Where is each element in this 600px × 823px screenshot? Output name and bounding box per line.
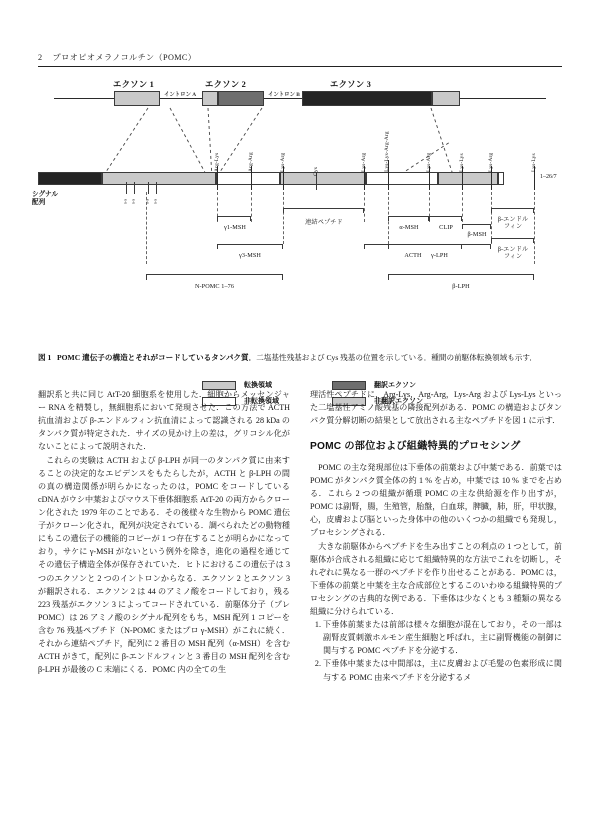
exon-1-box: [114, 91, 160, 106]
acth-segment: [280, 172, 366, 185]
n-pomc-segment: [102, 172, 216, 185]
exon-3-coding-box: [302, 91, 432, 106]
header-rule: [38, 66, 562, 67]
signal-peptide-segment: [38, 172, 102, 185]
legend-label-transcribed: 転換領域: [244, 381, 272, 389]
figure-caption-title: POMC 遺伝子の構造とそれがコードしているタンパク質．: [57, 353, 257, 362]
cleavage-label-3: Lys-Arg: [280, 152, 286, 172]
label-n-pomc: N-POMC 1–76: [194, 283, 235, 290]
label-beta-endorphin-row2: [490, 246, 536, 260]
figure-caption-rest: 二塩基性残基および Cys 残基の位置を示している．種間の前駆体転換領域も示す．: [256, 353, 538, 362]
label-acth: ACTH: [404, 252, 422, 259]
pomc-protein-bar: [30, 172, 570, 190]
joining-peptide-segment: [216, 172, 280, 185]
label-beta-endorphin-row1: [490, 216, 536, 230]
beta-endorphin-segment: [438, 172, 498, 185]
c-terminal-segment: [498, 172, 504, 185]
label-gamma-lph: γ-LPH: [431, 252, 448, 259]
cleavage-label-6: Lys-Arg: [426, 152, 432, 172]
signal-sequence-label: [32, 191, 58, 207]
bracket-joining-peptide: [283, 208, 364, 217]
exon-2-coding-box: [218, 91, 264, 106]
gene-map-track: [30, 78, 570, 118]
figure-caption-number: 図 1: [38, 353, 52, 362]
disulfide-label-2: S-S: [132, 198, 136, 204]
exon-2-label: エクソン 2: [205, 80, 246, 89]
intron-a-label: イントロン A: [164, 92, 197, 98]
label-beta-msh: β-MSH: [467, 231, 487, 238]
disulfide-tick-4: [156, 182, 157, 194]
label-alpha-msh: α-MSH: [399, 224, 419, 231]
disulfide-label-3: S-S: [146, 198, 150, 204]
label-gamma1-msh: γ1-MSH: [224, 224, 246, 231]
page-folio: 2: [38, 53, 43, 62]
cleavage-label-4: Lys-Arg: [361, 152, 367, 172]
c-terminus-residue-label: 1–26/7: [540, 174, 557, 180]
label-beta-endorphin-row1-line2: フィン: [503, 223, 523, 231]
right-paragraph-1: 理活性ペプチドに，Arg-Lys，Arg-Arg，Lys-Arg および Lys-Lys といった二塩基性アミノ酸残基の隣接配列がある．POMC の構造およびタンパク質分解切断の結果として放出される主なペプチドを図 1 に示す．: [310, 390, 562, 426]
label-beta-endorphin-row1-line1: β-エンドル: [497, 216, 529, 223]
body-left-column: [38, 388, 290, 676]
body-right-column: [310, 388, 562, 684]
list-item: 2. 下垂体中葉または中間部は，主に皮膚および毛髪の色素形成に関与する POMC 由来ペプチドを分泌するメ: [323, 657, 562, 683]
exon-2-utr-box: [202, 91, 218, 106]
running-head-title: プロオピオメラノコルチン（POMC）: [52, 53, 197, 62]
label-beta-endorphin-row2-line2: フィン: [503, 253, 523, 261]
legend-label-translated-exon: 翻訳エクソン: [374, 381, 416, 389]
intron-b-label: イントロン B: [268, 92, 300, 98]
legend-label-untranslated-exon: 非翻訳エクソン: [374, 397, 423, 405]
list-item: 1. 下垂体前葉または前部は様々な細胞が混在しており，その一部は副腎皮質刺激ホルモン産生細胞と呼ばれ，主に副腎機能の制御に関与する POMC ペプチドを分泌する．: [323, 618, 562, 657]
cleavage-label-8: Lys-Arg: [488, 152, 494, 172]
cleavage-label-7: Lys-Lys: [459, 153, 465, 172]
exon-3-utr-box: [432, 91, 460, 106]
guide-line-c: [251, 192, 253, 222]
label-beta-lph: β-LPH: [452, 283, 470, 290]
label-joining-peptide: 連結ペプチド: [305, 219, 343, 226]
disulfide-label-4: S-S: [154, 198, 158, 204]
legend-label-nontranscribed: 非転換領域: [244, 397, 279, 405]
cleavage-label-1: Arg-Lys: [214, 152, 220, 172]
left-paragraph-2: これらの実験は ACTH および β-LPH が同一のタンパク質に由来することの決定的なエビデンスをもたらしたが，ACTH と β-LPH の間の真の構造関係が明らかになったのは，POMC をコードしている cDNA がウシ中葉およびマウス下垂体細胞系 AtT-20 の両方からクローン化された 1979 年のことである．その後様々な生物から POMC 遺伝子がクローン化され，配列が決定されている．調べられたどの動物種にもこの遺伝子の機能的コピーが 1 つ存在することが明らかになっており，サケに γ-MSH がないという例外を除き，進化の過程を通じてその遺伝子構造全体が保存されていた．ヒトにおけるこの遺伝子は 3 つのエクソンと 2 つのイントロンからなる．エクソン 2 とエクソン 3 が翻訳される．エクソン 2 は 44 のアミノ酸をコードしており，残る 223 残基がエクソン 3 によってコードされている．前駆体分子（プレ POMC）は 26 アミノ酸のシグナル配列をもち，MSH 配列 1 コピーを含む 76 残基ペプチド（N-POMC またはプロ γ-MSH）がこれに続く．それから連結ペプチド，配列に 2 番目の MSH 配列（α-MSH）を含む ACTH がきて，配列に β-エンドルフィンと 3 番目の MSH 配列を含む β-LPH が最後の C 末端にくる．POMC 内の全ての生: [38, 455, 290, 675]
label-clip: CLIP: [439, 224, 453, 231]
left-paragraph-1: 翻訳系と共に同じ AtT-20 細胞系を使用した．細胞からメッセンジャー RNA を精製し，無細胞系において発現させた．この方法で ACTH 抗血清および β-エンドルフィン抗血清によって認識される 28 kDa のタンパク質が特定された．サイズの見かけ上の差は，グリコシル化がないことによって説明された．: [38, 390, 290, 452]
figure-caption: [38, 352, 562, 363]
section-heading-tissue-specific-processing: POMC の部位および組織特異的プロセシング: [310, 441, 521, 453]
cleavage-label-9: Lys-Lys: [531, 153, 537, 172]
exon-1-label: エクソン 1: [113, 80, 154, 89]
guide-line-a: [146, 192, 148, 264]
disulfide-tick-1: [126, 182, 127, 194]
signal-sequence-line2: 配列: [32, 199, 46, 207]
label-beta-endorphin-row2-line1: β-エンドル: [497, 246, 529, 253]
cleavage-label-5-text: Lys-Lys-Arg-Arg: [384, 131, 391, 172]
disulfide-tick-2: [134, 182, 135, 194]
label-gamma3-msh: γ3-MSH: [239, 252, 261, 259]
guide-line-h: [462, 192, 464, 222]
disulfide-label-1: S-S: [124, 198, 128, 204]
numbered-list-pituitary-lobes: [310, 618, 562, 684]
cleavage-label-5: [385, 131, 391, 171]
right-paragraph-3: 大きな前駆体からペプチドを生み出すことの利点の 1 つとして，前駆体が合成される組織に応じて組織特異的な方法でこれを切断し，それぞれに異なる一群のペプチドを作り出せることがある．POMC は，下垂体の前葉と中葉を主な合成部位とするこのいわゆる組織特異的プロセシングの古典的な例である．下垂体は少なくとも 3 種類の異なる組織に分けられている．: [310, 541, 562, 617]
right-paragraph-2: POMC の主な発現部位は下垂体の前葉および中葉である．前葉では POMC がタンパク質全体の約 1 % を占め，中葉では 10 % までを占める．これら 2 つの組織が循環 POMC の主な供給源を作り出すが，POMC は副腎，腸，生殖管，胎盤，白血球，脾臓，肺，肝，甲状腺，心，皮膚および脳といった身体中の他のいくつかの組織でも発現し，プロセシングされる．: [310, 462, 562, 538]
disulfide-tick-3: [148, 182, 149, 194]
gamma-lph-segment: [366, 172, 438, 185]
cleavage-label-2: Arg-Arg: [248, 152, 254, 172]
exon-3-label: エクソン 3: [330, 80, 371, 89]
signal-sequence-line1: シグナル: [32, 191, 58, 198]
cys-residue-label: Cys: [313, 166, 319, 176]
running-head: [38, 52, 562, 63]
guide-line-e: [364, 192, 366, 222]
